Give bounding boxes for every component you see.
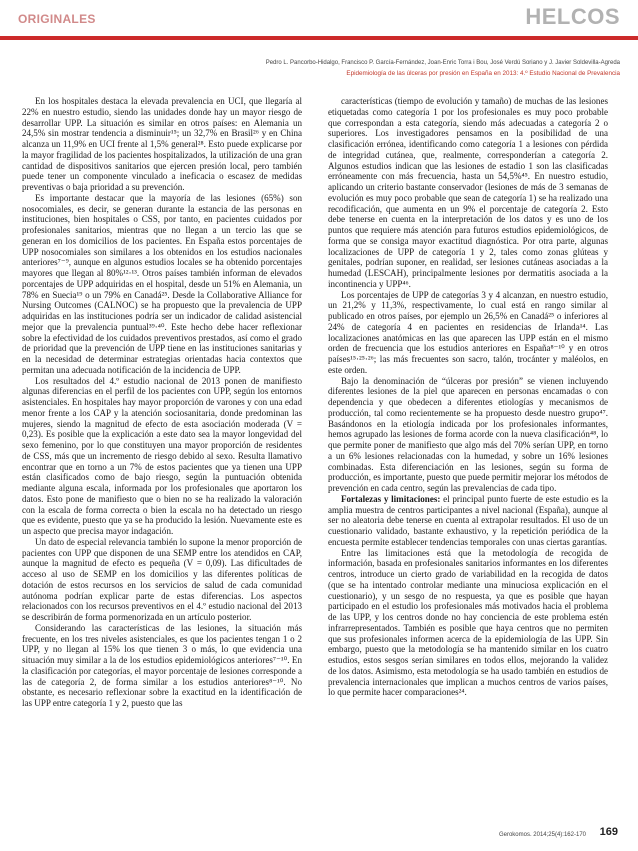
footer-citation: Gerokomos. 2014;25(4):162-170 (498, 832, 586, 838)
header-rule (0, 36, 638, 40)
left-column (22, 96, 302, 709)
journal-logo: HELCOS (525, 4, 620, 29)
paragraph: Entre las limitaciones está que la metodología de recogida de información, basada en profesionales sanitarios informantes en los diferentes centros, introduce un cierto grado de variabilidad en la recogida de datos (que se ha intentado controlar mediante una minuciosa explicación en el cuestionario), y un sesgo de no respuesta, ya que es posible que hayan participado en el estudio los profesionales más motivados hacia el problema de las UPP, y los centros donde no hay conciencia de este problema estén infrarrepresentados. También es posible que haya centros que no permiten que sus profesionales informen acerca de la epidemiología de las UPP. Sin embargo, puesto que la metodología se ha mantenido similar en los cuatro estudios, estos sesgos serían similares en todos ellos, mejorando la validez de los datos. Asimismo, esta metodología se ha usado también en estudios de prevalencia internacionales que implican a muchos centros de varios países, lo que permite hacer comparaciones²⁴. (328, 547, 608, 698)
paragraph: Bajo la denominación de “úlceras por presión” se vienen incluyendo diferentes lesiones de la piel que aparecen en personas encamadas o con dependencia y que obedecen a diferentes etiologías y mecanismos de producción, tal como recientemente se ha propuesto desde nuestro grupo⁴⁷. Basándonos en la etiología indicada por los profesionales informantes, hemos agrupado las lesiones de forma acorde con la nueva clasificación⁴⁸, lo que permite poner de manifiesto que algo más del 70% serían UPP, en torno a un 6% lesiones relacionadas con la humedad, y sobre un 16% lesiones combinadas. Esta diferenciación en las lesiones, según su forma de producción, es importante, puesto que puede permitir mejorar los métodos de prevención en cada centro, según las prevalencias de cada tipo. (328, 375, 608, 493)
running-title: Epidemiología de las úlceras por presión en España en 2013: 4.º Estudio Nacional de Prevalencia (346, 70, 620, 77)
section-label: ORIGINALES (18, 12, 96, 26)
paragraph: Considerando las características de las lesiones, la situación más frecuente, en los tres niveles asistenciales, es que los pacientes tengan 1 o 2 UPP, y no llegan al 15% los que tienen 3 o más, lo que evidencia una situación muy similar a la de los estudios epidemiológicos anteriores⁷⁻¹⁰. En la clasificación por categorías, el mayor porcentaje de lesiones corresponde a las de categoría 2, de forma similar a los estudios anteriores⁸⁻¹⁰. No obstante, es necesario reflexionar sobre la exactitud en la identificación de las UPP entre categoría 1 y 2, puesto que las (22, 622, 302, 708)
right-column (328, 96, 608, 698)
paragraph: Un dato de especial relevancia también lo supone la menor proporción de pacientes con UPP que disponen de una SEMP entre los atendidos en CAP, aunque la magnitud de efecto es pequeña (V = 0,09). Las dificultades de acceso al uso de SEMP en los domicilios y las diferentes políticas de dotación de estos recursos en los servicios de salud de cada comunidad autónoma podrían explicar parte de estas diferencias. Los aspectos relacionados con los recursos preventivos en el 4.º estudio nacional del 2013 se describirán de forma pormenorizada en un artículo posterior. (22, 536, 302, 622)
strengths-heading: Fortalezas y limitaciones: (341, 493, 441, 504)
paragraph: Los porcentajes de UPP de categorías 3 y 4 alcanzan, en nuestro estudio, un 21,2% y 11,3%, respectivamente, lo cual está en rango similar al publicado en otros países, por ejemplo un 26,5% en Canadá²⁵ o inferiores al 24% de categoría 4 en pacientes en residencias de Irlanda¹⁴. Las localizaciones anatómicas en las que aparecen las UPP están en el mismo orden de frecuencia que los estudios anteriores en España⁸⁻¹⁰ y en otros países¹⁵·²⁵·²⁶; las más frecuentes son sacro, talón, trocánter y maléolos, en este orden. (328, 289, 608, 375)
paragraph: características (tiempo de evolución y tamaño) de muchas de las lesiones etiquetadas como categoría 1 por los profesionales es muy poco probable que correspondan a esta categoría, siendo más adecuadas a categoría 2 o superiores. Los investigadores pensamos en la posibilidad de una clasificación errónea, identificando como categoría 1 a lesiones con pérdida de integridad cutánea, que, realmente, corresponderían a categoría 2. Algunos estudios indican que las lesiones de estadio 1 son las clasificadas erróneamente con más frecuencia, hasta un 54,5%⁴⁵. En nuestro estudio, aplicando un criterio bastante conservador (lesiones de más de 3 semanas de evolución es muy poco probable que sean de categoría 1) se ha realizado una recodificación, que aumenta en un 9% el porcentaje de categoría 2. Esto debe tenerse en cuenta en la interpretación de los datos y es uno de los puntos que requiere más atención para futuros estudios epidemiológicos, de forma que se consiga mayor exactitud diagnóstica. Por otra parte, algunas localizaciones de UPP de categoría 1 y 2, tales como zonas glúteas y genitales, podrían suponer, en realidad, ser lesiones cutáneas asociadas a la humedad (LESCAH), principalmente lesiones por dermatitis asociada a la incontinencia y UPP⁴⁶. (328, 96, 608, 289)
paragraph: Los resultados del 4.º estudio nacional de 2013 ponen de manifiesto algunas diferencias en el perfil de los pacientes con UPP, según los entornos asistenciales. En hospitales hay mayor proporción de varones y con una edad menor frente a los CAP y la atención sociosanitaria, donde predominan las mujeres, siendo la magnitud de efecto de esta asociación moderada (V = 0,23). Es posible que la explicación a este dato sea la mayor longevidad del sexo femenino, por lo que constituyen una mayor proporción de residentes de CSS, más que un incremento de riesgo debido al sexo. Resulta llamativo encontrar que en torno a un 7% de estos pacientes que ya tienen una UPP están clasificados como de bajo riesgo, según la puntuación obtenida mediante alguna escala, informada por los profesionales que aportaron los datos. Esto pone de manifiesto que o bien no se ha realizado la valoración con la escala de forma correcta o bien la escala no ha detectado un riesgo que es evidente, puesto que ya se ha producido la lesión. Nuevamente este es un aspecto que precisa mayor indagación. (22, 375, 302, 536)
paragraph-strengths (328, 494, 608, 548)
paragraph: Es importante destacar que la mayoría de las lesiones (65%) son nosocomiales, es decir, se generan durante la estancia de las personas en instituciones, bien hospitales o CSS, por tanto, en pacientes cuidados por profesionales sanitarios, mientras que no llegan a un tercio las que se generan en los domicilios de los pacientes. En España estos porcentajes de UPP nosocomiales son similares a los obtenidos en los estudios nacionales anteriores⁷⁻⁹, aunque en algunos estudios locales se ha obtenido porcentajes mayores que llegan al 80%¹²·¹³. Otros países también informan de elevados porcentajes de UPP adquiridas en el hospital, desde un 51% en Alemania, un 78% en Suecia¹⁹ o un 79% en Canadá²⁵. Desde la Collaborative Alliance for Nursing Outcomes (CALNOC) se ha propuesto que la prevalencia de UPP adquiridas en las instituciones podría ser un indicador de calidad asistencial mejor que la prevalencia puntual³⁹·⁴⁰. Este hecho debe hacer reflexionar sobre la efectividad de los cuidados preventivos prestados, así como el grado de prioridad que la prevención de UPP tiene en las instituciones sanitarias y en la necesidad de determinar estrategias orientadas hacia contextos que permitan una adecuada notificación de la incidencia de UPP. (22, 192, 302, 375)
page-number: 169 (599, 826, 618, 838)
strengths-text: el principal punto fuerte de este estudio es la amplia muestra de centros participantes a nivel nacional (España), aunque al ser no aleatoria debe tenerse en cuenta al extrapolar resultados. El uso de un cuestionario validado, bastante exhaustivo, y la repetición periódica de la encuesta permite establecer tendencias temporales con unas ciertas garantías. (328, 493, 609, 547)
running-authors: Pedro L. Pancorbo-Hidalgo, Francisco P. García-Fernández, Joan-Enric Torra i Bou, José Verdú Soriano y J. Javier Soldevilla-Agreda (265, 60, 620, 66)
paragraph: En los hospitales destaca la elevada prevalencia en UCI, que llegaría al 22% en nuestro estudio, siendo las unidades donde hay un mayor riesgo de desarrollar UPP. La situación es similar en otros países: en Alemania un 24,5% sin mostrar tendencia a disminuir¹⁵; un 32,7% en Brasil²⁶ y en China alcanza un 11,9% en UCI frente al 1,5% general²⁸. Esto puede explicarse por la mayor fragilidad de los pacientes hospitalizados, la utilización de una gran cantidad de dispositivos sanitarios que ejercen presión local, pero también puede tener un componente vinculado a ineficacia o escasez de medidas preventivas o baja prioridad a su prevención. (22, 96, 302, 192)
